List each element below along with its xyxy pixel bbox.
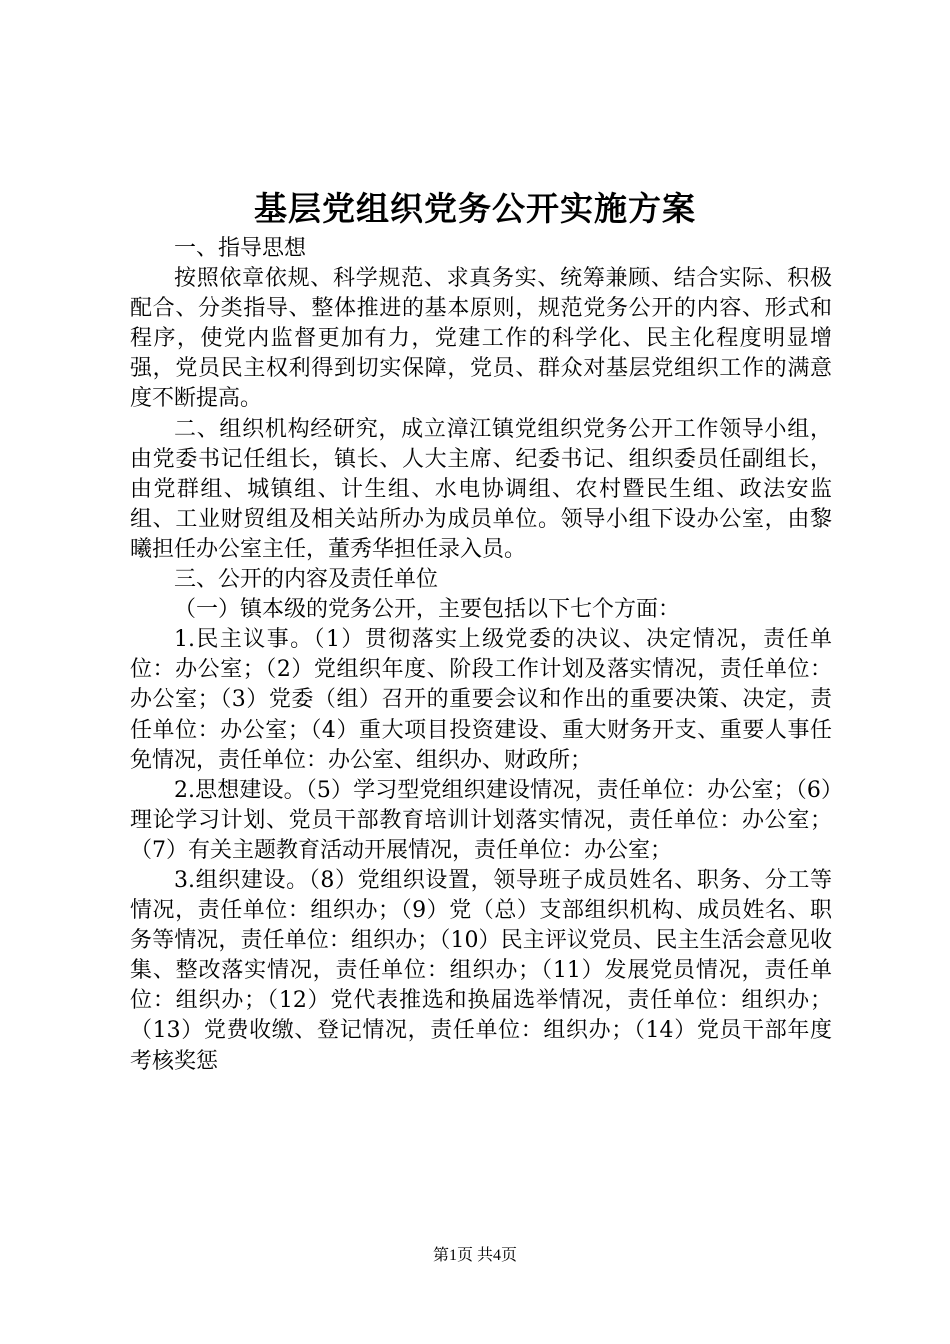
section-heading-guiding-thought: 一、指导思想	[174, 236, 307, 261]
paragraph-organization: 二、组织机构经研究，成立漳江镇党组织党务公开工作领导小组，由党委书记任组长，镇长、人大主席、纪委书记、组织委员任副组长，由党群组、城镇组、计生组、水电协调组、农村暨民生组、政法安监组、工业财贸组及相关站所办为成员单位。领导小组下设办公室，由黎曦担任办公室主任，董秀华担任录入员。	[130, 416, 832, 562]
subsection-heading-town-level: （一）镇本级的党务公开，主要包括以下七个方面：	[174, 597, 681, 623]
paragraph-ideological-building: 2.思想建设。（5）学习型党组织建设情况，责任单位：办公室；（6）理论学习计划、党员干部教育培训计划落实情况，责任单位：办公室；（7）有关主题教育活动开展情况，责任单位：办公室；	[130, 777, 832, 863]
paragraph-organizational-building: 3.组织建设。（8）党组织设置，领导班子成员姓名、职务、分工等情况，责任单位：组织办；（9）党（总）支部组织机构、成员姓名、职务等情况，责任单位：组织办；（10）民主评议党员、民主生活会意见收集、整改落实情况，责任单位：组织办；（11）发展党员情况，责任单位：组织办；（12）党代表推选和换届选举情况，责任单位：组织办；（13）党费收缴、登记情况，责任单位：组织办；（14）党员干部年度考核奖惩	[130, 867, 832, 1074]
paragraph-democratic-deliberation: 1.民主议事。（1）贯彻落实上级党委的决议、决定情况，责任单位：办公室；（2）党组织年度、阶段工作计划及落实情况，责任单位：办公室；（3）党委（组）召开的重要会议和作出的重要决策、决定，责任单位：办公室；（4）重大项目投资建设、重大财务开支、重要人事任免情况，责任单位：办公室、组织办、财政所；	[130, 627, 832, 773]
paragraph-principles: 按照依章依规、科学规范、求真务实、统筹兼顾、结合实际、积极配合、分类指导、整体推进的基本原则，规范党务公开的内容、形式和程序，使党内监督更加有力，党建工作的科学化、民主化程度明显增强，党员民主权利得到切实保障，党员、群众对基层党组织工作的满意度不断提高。	[130, 266, 832, 412]
document-title: 基层党组织党务公开实施方案	[254, 189, 696, 228]
section-heading-content: 三、公开的内容及责任单位	[174, 567, 439, 593]
document-body	[130, 234, 832, 1077]
page-footer: 第1页 共4页	[432, 1247, 517, 1264]
